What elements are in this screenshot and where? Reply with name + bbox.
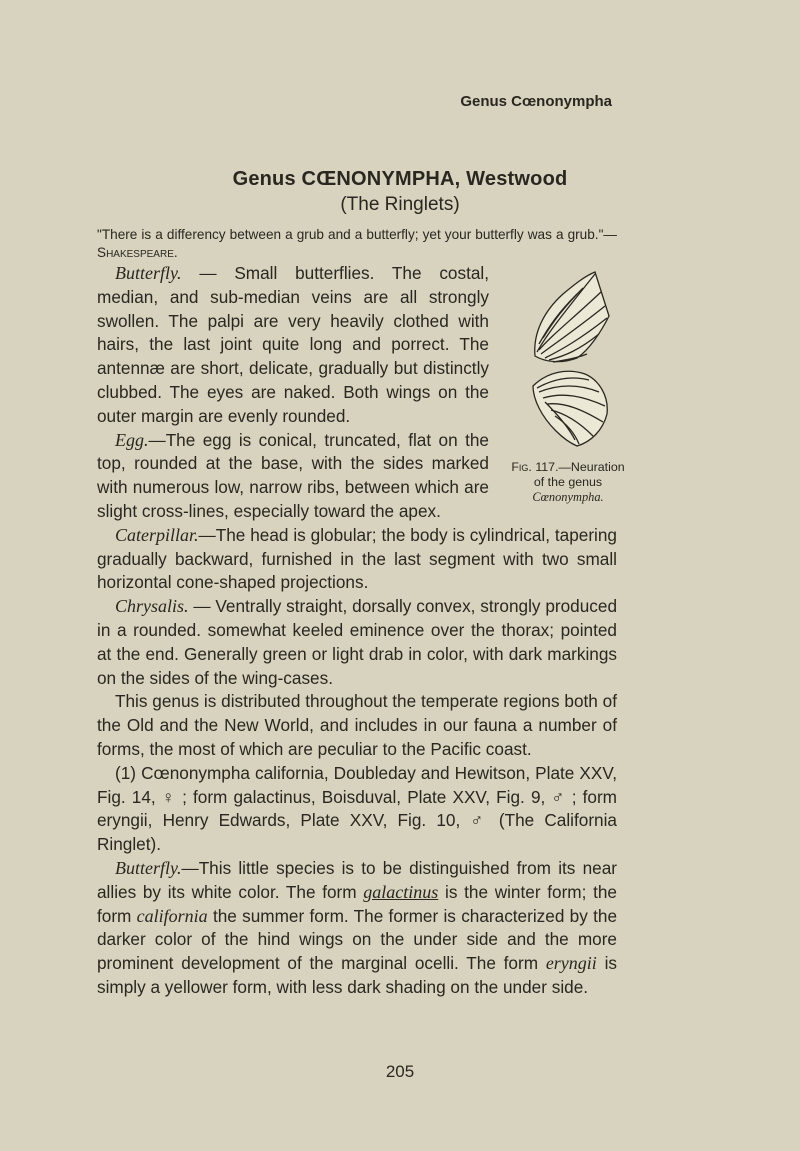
text-species-a: —This little species is to be distinguished from its near allies by its white color. The form [97,857,617,902]
form-eryngii: eryngii [545,953,597,974]
running-head: Genus Cœnonympha [460,93,612,110]
neuration-figure [497,264,625,514]
paragraph-distribution [97,690,617,761]
text-butterfly: — Small butterflies. The costal, median, and sub-median veins are all strongly swollen. The palpi are very heavily clothed with hairs, the last joint quite long and porrect. The antennæ are short, delicate, gradually but distinctly clubbed. The eyes are naked. Both wings on the outer margin are evenly rounded. [97,263,489,426]
epigraph-author: Shakespeare. [97,245,178,260]
figure-number: Fig. 117. [511,460,559,474]
label-egg: Egg. [115,429,149,450]
text-species-c: the summer form. The former is characterized by the darker color of the hind wings on the under side and the more prominent development of the marginal ocelli. The form [97,905,617,974]
text-species-b: is the winter form; the form [97,881,617,926]
label-chrysalis: Chrysalis. [115,596,189,617]
epigraph-text: "There is a differency between a grub and a butterfly; yet your butterfly was a grub."— [97,227,617,242]
page-number: 205 [385,1062,415,1081]
figure-caption-text: —Neuration of the genus [533,460,625,489]
page-title: Genus CŒNONYMPHA, Westwood [232,168,568,190]
paragraph-species-heading [97,762,617,857]
label-species-butterfly: Butterfly. [115,857,182,878]
label-caterpillar: Caterpillar. [115,524,199,545]
figure-caption-genus: Cœnonympha. [532,490,604,504]
text-species-d: is simply a yellower form, with less dark shading on the under side. [97,953,617,997]
page-subtitle: (The Ringlets) [340,194,460,215]
paragraph-chrysalis [97,595,617,690]
label-butterfly: Butterfly. [115,263,182,283]
paragraph-caterpillar [97,524,617,595]
wing-venation-illustration [517,264,613,454]
figure-caption [509,460,627,505]
text-species-heading: (1) Cœnonympha california, Doubleday and Hewitson, Plate XXV, Fig. 14, ♀ ; form galactinus, Boisduval, Plate XXV, Fig. 9, ♂ ; form eryngii, Henry Edwards, Plate XXV, Fig. 10, ♂ (The California Ringlet). [97,762,617,855]
form-galactinus: galactinus [363,881,439,902]
form-california: california [136,905,208,926]
epigraph [97,226,617,262]
text-chrysalis: — Ventrally straight, dorsally convex, strongly produced in a rounded. somewhat keeled eminence over the thorax; pointed at the end. Generally green or light drab in color, with dark markings on the sides of the wing-cases. [97,596,617,688]
text-distribution: This genus is distributed throughout the temperate regions both of the Old and the New World, and includes in our fauna a number of forms, the most of which are peculiar to the Pacific coast. [97,691,617,759]
text-egg: —The egg is conical, truncated, flat on the top, rounded at the base, with the sides marked with numerous low, narrow ribs, between which are slight cross-lines, especially toward the apex. [97,429,489,521]
body-text [97,262,625,1000]
paragraph-species-butterfly [97,857,617,1000]
text-caterpillar: —The head is globular; the body is cylindrical, tapering gradually backward, furnished in the last segment with two small horizontal cone-shaped projections. [97,524,617,593]
